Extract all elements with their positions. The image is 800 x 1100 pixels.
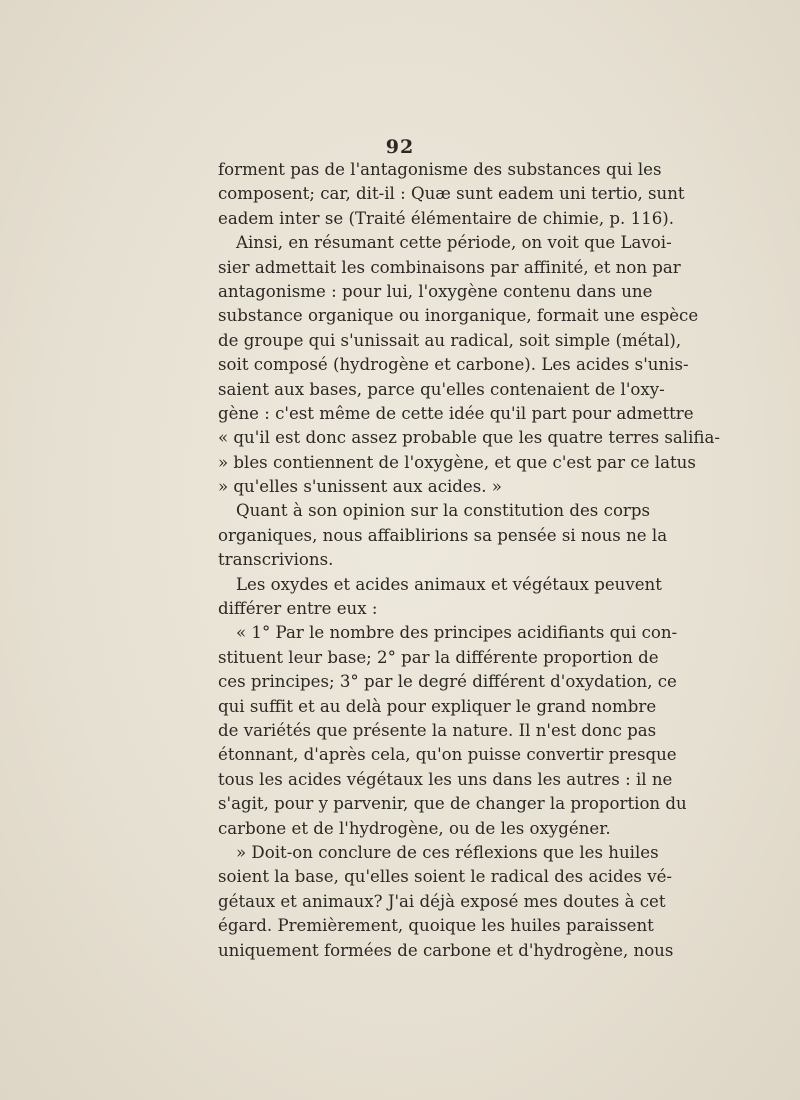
text-line: étonnant, d'après cela, qu'on puisse convertir presque xyxy=(218,745,677,765)
text-line: » bles contiennent de l'oxygène, et que c'est par ce latus xyxy=(218,452,696,472)
text-line: différer entre eux : xyxy=(218,599,378,619)
text-line: » qu'elles s'unissent aux acides. » xyxy=(218,477,502,497)
text-line: uniquement formées de carbone et d'hydrogène, nous xyxy=(218,940,674,960)
text-line: » Doit-on conclure de ces réflexions que les huiles xyxy=(236,842,659,862)
text-line: soit composé (hydrogène et carbone). Les acides s'unis- xyxy=(218,355,689,375)
text-line: Quant à son opinion sur la constitution des corps xyxy=(236,501,650,521)
text-line: gène : c'est même de cette idée qu'il part pour admettre xyxy=(218,403,694,423)
text-line: stituent leur base; 2° par la différente proportion de xyxy=(218,647,659,667)
text-line: organiques, nous affaiblirions sa pensée si nous ne la xyxy=(218,525,668,545)
body-text xyxy=(218,158,720,963)
text-line: de variétés que présente la nature. Il n'est donc pas xyxy=(218,720,657,740)
text-line: forment pas de l'antagonisme des substances qui les xyxy=(218,160,662,179)
text-line: Ainsi, en résumant cette période, on voit que Lavoi- xyxy=(236,233,672,253)
text-line: qui suffit et au delà pour expliquer le grand nombre xyxy=(218,696,657,716)
text-line: carbone et de l'hydrogène, ou de les oxygéner. xyxy=(218,818,611,838)
text-line: saient aux bases, parce qu'elles contenaient de l'oxy- xyxy=(218,379,665,399)
text-line: « 1° Par le nombre des principes acidifiants qui con- xyxy=(236,623,678,643)
text-line: tous les acides végétaux les uns dans les autres : il ne xyxy=(218,769,673,789)
text-line: Les oxydes et acides animaux et végétaux peuvent xyxy=(236,574,662,594)
page-number: 92 xyxy=(385,136,415,158)
text-line: sier admettait les combinaisons par affinité, et non par xyxy=(218,257,681,277)
text-line: s'agit, pour y parvenir, que de changer la proportion du xyxy=(218,794,687,814)
text-line: eadem inter se (Traité élémentaire de chimie, p. 116). xyxy=(218,208,674,228)
text-line: gétaux et animaux? J'ai déjà exposé mes doutes à cet xyxy=(218,891,666,911)
text-line: substance organique ou inorganique, formait une espèce xyxy=(218,306,699,326)
text-line: « qu'il est donc assez probable que les quatre terres salifia- xyxy=(218,428,720,448)
text-line: transcrivions. xyxy=(218,550,334,570)
text-line: égard. Premièrement, quoique les huiles paraissent xyxy=(218,916,654,936)
text-line: soient la base, qu'elles soient le radical des acides vé- xyxy=(218,867,673,887)
text-line: de groupe qui s'unissait au radical, soit simple (métal), xyxy=(218,330,682,350)
text-line: ces principes; 3° par le degré différent d'oxydation, ce xyxy=(218,672,677,692)
text-line: antagonisme : pour lui, l'oxygène contenu dans une xyxy=(218,281,653,301)
text-line: composent; car, dit-il : Quæ sunt eadem uni tertio, sunt xyxy=(218,184,685,204)
